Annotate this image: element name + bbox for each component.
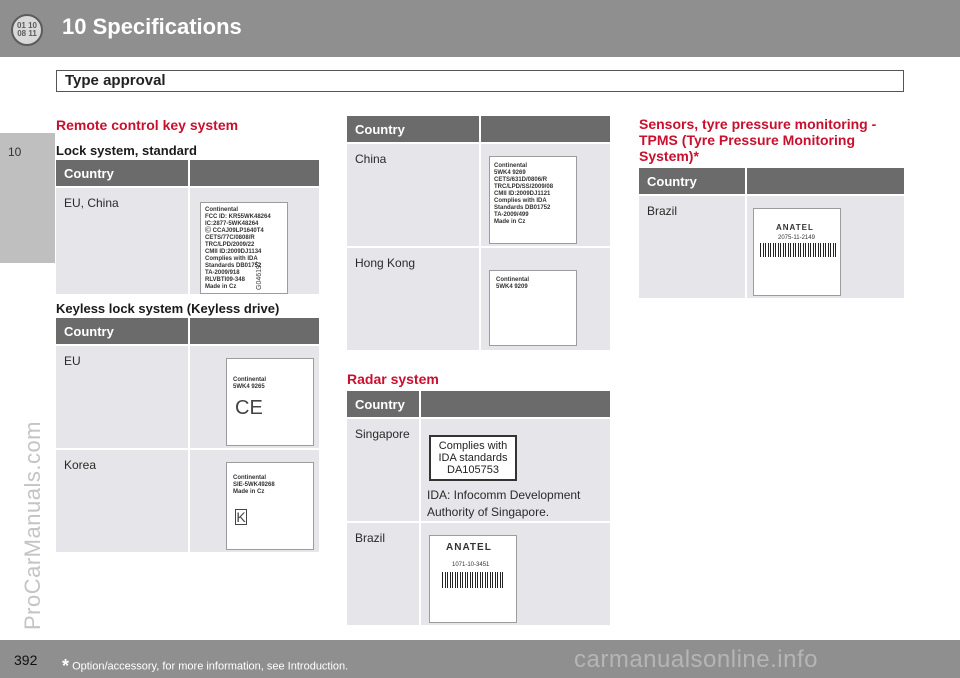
radar-table — [347, 391, 610, 625]
footer-note — [62, 656, 348, 677]
footer-watermark: carmanualsonline.info — [574, 646, 818, 673]
country-cell: EU, China — [56, 186, 188, 294]
barcode-icon — [442, 572, 504, 588]
label-cell — [419, 417, 610, 521]
country-cell: Korea — [56, 448, 188, 552]
country-cell: Hong Kong — [347, 246, 479, 350]
label-cell — [188, 448, 319, 552]
approval-label-text: Continental SIE-5WK49268 Made in Cz — [233, 475, 275, 495]
anatel-code: 2075-11-2149 — [778, 235, 815, 241]
approval-label-image — [200, 202, 288, 294]
vertical-watermark-text: ProCarManuals.com — [20, 420, 45, 630]
label-cell — [188, 344, 319, 448]
anatel-label-image — [429, 535, 517, 623]
country-cell: China — [347, 142, 479, 246]
tpms-heading: Sensors, tyre pressure monitoring - TPMS (Tyre Pressure Monitoring System)* — [639, 116, 877, 164]
ce-mark-icon: CE — [235, 397, 263, 419]
approval-label-image — [226, 358, 314, 446]
approval-label-image — [226, 462, 314, 550]
tpms-table — [639, 168, 904, 298]
remote-key-heading: Remote control key system — [56, 117, 239, 133]
country-cell: Brazil — [347, 521, 419, 625]
anatel-code: 1071-10-3451 — [452, 562, 490, 568]
approval-label-text: Continental FCC ID: KR55WK48264 IC:2877-5WK48264 Ⓒ CCAJ09LP1640T4 CETS/77C/0808/R TRC/LPD/2009/22 CMII ID:2009DJ1134 Complies with IDA Standards DB01752 TA-2009/918 RLVBTI09-348 Made in Cz — [205, 207, 271, 290]
label-header — [419, 391, 610, 417]
keyless-table — [56, 318, 319, 552]
country-cell: Singapore — [347, 417, 419, 521]
approval-label-text: Continental 5WK4 9209 — [496, 277, 529, 290]
approval-label-image — [489, 270, 577, 346]
label-cell — [188, 186, 319, 294]
label-header — [479, 116, 610, 142]
label-header — [745, 168, 904, 194]
page-number: 392 — [14, 652, 38, 668]
anatel-brand: ANATEL — [446, 542, 492, 553]
anatel-label-image — [753, 208, 841, 296]
label-cell — [419, 521, 610, 625]
china-hk-table — [347, 116, 610, 350]
keyless-heading: Keyless lock system (Keyless drive) — [56, 301, 280, 316]
approval-label-text: Continental 5WK4 9269 CETS/631D/0806/R TRC/LPD/SS/2009/08 CMII ID:2009DJ1121 Complies with IDA Standards DB01752 TA-2009/499 Made in Cz — [494, 163, 554, 225]
chapter-header — [0, 0, 960, 57]
label-cell — [479, 142, 610, 246]
ida-stamp: Complies with IDA standards DA105753 — [429, 435, 517, 481]
lock-system-standard-heading: Lock system, standard — [56, 143, 197, 158]
kc-mark-icon: K — [236, 509, 246, 525]
vertical-watermark — [12, 220, 52, 640]
country-header: Country — [56, 160, 188, 186]
section-title-bar — [56, 70, 904, 92]
barcode-icon — [760, 243, 836, 257]
label-header — [188, 318, 319, 344]
lock-standard-table — [56, 160, 319, 294]
approval-label-text: Continental 5WK4 9265 — [233, 377, 266, 390]
chapter-icon — [11, 14, 43, 46]
radar-heading: Radar system — [347, 371, 439, 387]
label-cell — [745, 194, 904, 298]
image-code: G046197 — [256, 261, 263, 290]
anatel-brand: ANATEL — [776, 223, 814, 232]
chapter-icon-bottom: 08 11 — [17, 29, 37, 38]
country-header: Country — [56, 318, 188, 344]
country-header: Country — [347, 391, 419, 417]
label-cell — [479, 246, 610, 350]
side-tab-number: 10 — [8, 145, 22, 159]
country-header: Country — [639, 168, 745, 194]
section-title: Type approval — [65, 72, 166, 89]
chapter-icon-top: 01 10 — [16, 21, 38, 30]
label-header — [188, 160, 319, 186]
chapter-title: 10 Specifications — [62, 14, 242, 39]
footer-note-text: Option/accessory, for more information, see Introduction. — [72, 660, 349, 673]
country-cell: Brazil — [639, 194, 745, 298]
approval-label-image — [489, 156, 577, 244]
country-header: Country — [347, 116, 479, 142]
ida-note: IDA: Infocomm Development Authority of Singapore. — [427, 488, 581, 519]
asterisk-icon: * — [62, 656, 70, 676]
country-cell: EU — [56, 344, 188, 448]
footer-bar — [0, 640, 960, 678]
